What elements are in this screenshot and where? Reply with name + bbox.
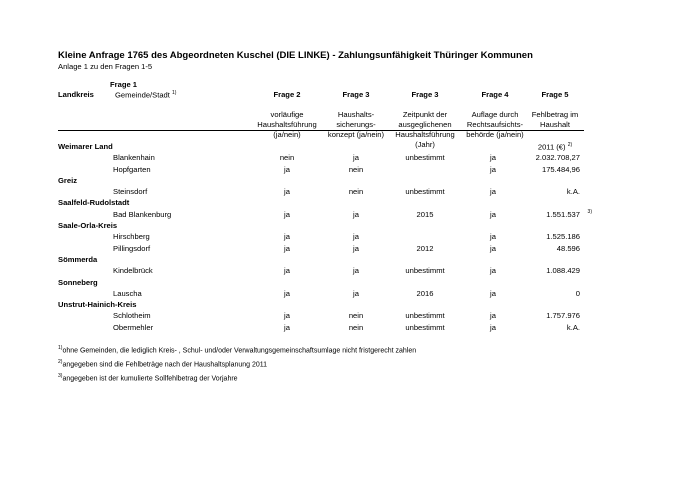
fehlbetrag-cell-value: k.A. [566, 322, 580, 332]
vorlaeufige-haushaltsfuehrung-cell-value: ja [284, 209, 290, 219]
haushaltssicherungskonzept-cell [334, 310, 378, 321]
footnote [58, 357, 416, 371]
haushaltssicherungskonzept-cell-value: ja [353, 153, 359, 163]
gemeinde-row [0, 231, 700, 242]
vorlaeufige-haushaltsfuehrung-cell-value: ja [284, 266, 290, 276]
gemeinde-row [0, 322, 700, 333]
zeitpunkt-ausgleich-cell-value: unbestimmt [405, 266, 445, 276]
vorlaeufige-haushaltsfuehrung-cell [262, 243, 312, 254]
haushaltssicherungskonzept-cell-value: ja [353, 266, 359, 276]
vorlaeufige-haushaltsfuehrung-cell [262, 164, 312, 175]
haushaltssicherungskonzept-cell-value: nein [348, 322, 364, 332]
header-frage3-label: Frage 3 [342, 90, 370, 99]
gemeinde-row [0, 209, 700, 220]
landkreis-name: Saale-Orla-Kreis [58, 221, 118, 231]
header-frage4-text: Auflage durch Rechtsaufsichts- behörde (ja/nein) [466, 110, 524, 139]
gemeinde-row [0, 152, 700, 163]
header-frage4-label: Frage 4 [481, 90, 509, 99]
gemeinde-name [113, 152, 155, 163]
fehlbetrag-cell [510, 310, 580, 321]
gemeinde-name-value: Steinsdorf [113, 187, 148, 197]
fehlbetrag-cell-value: 175.484,96 [541, 164, 580, 174]
haushaltssicherungskonzept-cell [334, 164, 378, 175]
header-gemeinde-footnote-mark: 1) [172, 90, 177, 96]
gemeinde-row [0, 164, 700, 175]
vorlaeufige-haushaltsfuehrung-cell-value: ja [284, 243, 290, 253]
zeitpunkt-ausgleich-cell [395, 152, 455, 163]
header-frage5-footnote-mark: 2) [567, 142, 573, 148]
auflage-rechtsaufsicht-cell-value: ja [490, 311, 496, 321]
document-title: Kleine Anfrage 1765 des Abgeordneten Kuschel (DIE LINKE) - Zahlungsunfähigkeit Thüringer Kommunen [58, 50, 533, 61]
gemeinde-name [113, 243, 150, 254]
fehlbetrag-cell [510, 164, 580, 175]
landkreis-row [0, 175, 700, 186]
gemeinde-name-value: Kindelbrück [113, 266, 153, 276]
gemeinde-row [0, 186, 700, 197]
zeitpunkt-ausgleich-cell-value: unbestimmt [405, 153, 445, 163]
auflage-rechtsaufsicht-cell-value: ja [490, 232, 496, 242]
header-frage5-label: Frage 5 [541, 90, 569, 99]
haushaltssicherungskonzept-cell-value: ja [353, 209, 359, 219]
vorlaeufige-haushaltsfuehrung-cell [262, 209, 312, 220]
haushaltssicherungskonzept-cell [334, 288, 378, 299]
landkreis-name: Sömmerda [58, 254, 98, 264]
document-subtitle: Anlage 1 zu den Fragen 1-5 [58, 62, 153, 71]
header-frage3 [316, 80, 396, 150]
fehlbetrag-cell-value: 1.525.186 [546, 232, 580, 242]
haushaltssicherungskonzept-cell [334, 152, 378, 163]
gemeinde-name-value: Lauscha [113, 288, 142, 298]
header-frage2-label: Frage 2 [273, 90, 301, 99]
vorlaeufige-haushaltsfuehrung-cell-value: ja [284, 187, 290, 197]
landkreis-name: Sonneberg [58, 277, 98, 287]
landkreis-name: Greiz [58, 175, 77, 185]
header-frage3-text: Haushalts- sicherungs- konzept (ja/nein) [327, 110, 385, 139]
auflage-rechtsaufsicht-cell-value: ja [490, 288, 496, 298]
haushaltssicherungskonzept-cell [334, 231, 378, 242]
landkreis-row [0, 254, 700, 265]
fehlbetrag-cell-value: 48.596 [556, 243, 580, 253]
header-rule [58, 130, 584, 131]
zeitpunkt-ausgleich-cell-value: unbestimmt [405, 311, 445, 321]
gemeinde-name-value: Hirschberg [113, 232, 150, 242]
landkreis-row [0, 197, 700, 208]
header-landkreis: Landkreis [58, 90, 94, 99]
footnote-mark: 1) [58, 345, 63, 351]
vorlaeufige-haushaltsfuehrung-cell [262, 322, 312, 333]
auflage-rechtsaufsicht-cell-value: ja [490, 266, 496, 276]
gemeinde-row [0, 310, 700, 321]
vorlaeufige-haushaltsfuehrung-cell [262, 186, 312, 197]
gemeinde-name [113, 164, 151, 175]
vorlaeufige-haushaltsfuehrung-cell-value: nein [279, 153, 295, 163]
haushaltssicherungskonzept-cell-value: ja [353, 288, 359, 298]
header-frage5-text: Fehlbetrag im Haushalt [531, 110, 579, 129]
vorlaeufige-haushaltsfuehrung-cell [262, 288, 312, 299]
fehlbetrag-footnote-mark: 3) [587, 208, 592, 215]
gemeinde-name [113, 209, 171, 220]
header-frage5-unit: 2011 (€) [537, 142, 566, 152]
gemeinde-name [113, 265, 153, 276]
zeitpunkt-ausgleich-cell-value: 2016 [416, 288, 434, 298]
zeitpunkt-ausgleich-cell-value: 2015 [416, 209, 434, 219]
fehlbetrag-cell [510, 288, 580, 299]
fehlbetrag-cell [510, 186, 580, 197]
header-frage3b-label: Frage 3 [411, 90, 439, 99]
data-table [0, 141, 700, 333]
fehlbetrag-cell [510, 208, 592, 220]
fehlbetrag-cell-value: k.A. [566, 187, 580, 197]
fehlbetrag-cell-value: 2.032.708,27 [535, 153, 580, 163]
vorlaeufige-haushaltsfuehrung-cell-value: ja [284, 288, 290, 298]
gemeinde-row [0, 243, 700, 254]
gemeinde-name-value: Obermehler [113, 322, 154, 332]
gemeinde-name [113, 231, 150, 242]
gemeinde-name-value: Pillingsdorf [113, 243, 151, 253]
haushaltssicherungskonzept-cell-value: nein [348, 164, 364, 174]
header-frage1: Frage 1 [110, 80, 138, 89]
auflage-rechtsaufsicht-cell-value: ja [490, 322, 496, 332]
gemeinde-name-value: Schlotheim [113, 311, 151, 321]
gemeinde-name [113, 288, 142, 299]
vorlaeufige-haushaltsfuehrung-cell [262, 152, 312, 163]
fehlbetrag-cell [510, 322, 580, 333]
landkreis-name: Saalfeld-Rudolstadt [58, 198, 130, 208]
gemeinde-name-value: Bad Blankenburg [113, 209, 172, 219]
gemeinde-name [113, 310, 151, 321]
fehlbetrag-cell [510, 231, 580, 242]
footnote-mark: 3) [58, 372, 63, 379]
landkreis-row [0, 299, 700, 310]
zeitpunkt-ausgleich-cell [395, 265, 455, 276]
fehlbetrag-cell-value: 1.757.976 [546, 311, 580, 321]
footnote-text: ohne Gemeinden, die lediglich Kreis- , Schul- und/oder Verwaltungsgemeinschaftsumlage nicht fristgerecht zahlen [62, 347, 417, 355]
zeitpunkt-ausgleich-cell [395, 209, 455, 220]
landkreis-row [0, 141, 700, 152]
footnote-mark: 2) [58, 358, 63, 365]
auflage-rechtsaufsicht-cell-value: ja [490, 153, 496, 163]
fehlbetrag-cell [510, 265, 580, 276]
zeitpunkt-ausgleich-cell-value: 2012 [416, 243, 434, 253]
fehlbetrag-cell-value: 1.088.429 [546, 266, 580, 276]
landkreis-row [0, 277, 700, 288]
zeitpunkt-ausgleich-cell-value: unbestimmt [405, 322, 445, 332]
auflage-rechtsaufsicht-cell-value: ja [490, 209, 496, 219]
haushaltssicherungskonzept-cell-value: ja [353, 243, 359, 253]
zeitpunkt-ausgleich-cell [395, 310, 455, 321]
fehlbetrag-cell [510, 243, 580, 254]
haushaltssicherungskonzept-cell [334, 186, 378, 197]
landkreis-name: Weimarer Land [58, 142, 113, 151]
auflage-rechtsaufsicht-cell-value: ja [490, 187, 496, 197]
header-frage2 [247, 80, 327, 150]
vorlaeufige-haushaltsfuehrung-cell-value: ja [284, 311, 290, 321]
footnote-text: angegeben ist der kumulierte Sollfehlbetrag der Vorjahre [62, 374, 238, 382]
header-gemeinde [115, 90, 176, 100]
haushaltssicherungskonzept-cell [334, 209, 378, 220]
header-frage2-text: vorläufige Haushaltsführung (ja/nein) [257, 110, 317, 139]
gemeinde-row [0, 265, 700, 276]
vorlaeufige-haushaltsfuehrung-cell [262, 265, 312, 276]
gemeinde-name-value: Blankenhain [113, 153, 155, 163]
vorlaeufige-haushaltsfuehrung-cell-value: ja [284, 164, 290, 174]
vorlaeufige-haushaltsfuehrung-cell-value: ja [284, 232, 290, 242]
zeitpunkt-ausgleich-cell [395, 186, 455, 197]
zeitpunkt-ausgleich-cell [395, 288, 455, 299]
zeitpunkt-ausgleich-cell-value: unbestimmt [405, 187, 445, 197]
landkreis-row [0, 220, 700, 231]
zeitpunkt-ausgleich-cell [395, 243, 455, 254]
footnotes [58, 343, 416, 384]
fehlbetrag-cell-value: 0 [575, 288, 580, 298]
fehlbetrag-cell-value: 1.551.537 [546, 209, 580, 219]
haushaltssicherungskonzept-cell [334, 322, 378, 333]
footnote-text: angegeben sind die Fehlbeträge nach der Haushaltsplanung 2011 [62, 361, 268, 369]
header-gemeinde-label: Gemeinde/Stadt [115, 90, 170, 100]
auflage-rechtsaufsicht-cell-value: ja [490, 243, 496, 253]
haushaltssicherungskonzept-cell-value: ja [353, 232, 359, 242]
footnote [58, 371, 416, 385]
gemeinde-name [113, 186, 147, 197]
haushaltssicherungskonzept-cell [334, 265, 378, 276]
gemeinde-row [0, 288, 700, 299]
header-frage3b-text: Zeitpunkt der ausgeglichenen Haushaltsführung (Jahr) [395, 110, 455, 149]
haushaltssicherungskonzept-cell-value: nein [348, 311, 364, 321]
footnote [58, 343, 416, 357]
vorlaeufige-haushaltsfuehrung-cell-value: ja [284, 322, 290, 332]
gemeinde-name [113, 322, 153, 333]
landkreis-name: Unstrut-Hainich-Kreis [58, 300, 137, 310]
haushaltssicherungskonzept-cell [334, 243, 378, 254]
haushaltssicherungskonzept-cell-value: nein [348, 187, 364, 197]
zeitpunkt-ausgleich-cell [395, 322, 455, 333]
fehlbetrag-cell [510, 152, 580, 163]
auflage-rechtsaufsicht-cell-value: ja [490, 164, 496, 174]
vorlaeufige-haushaltsfuehrung-cell [262, 231, 312, 242]
gemeinde-name-value: Hopfgarten [113, 164, 151, 174]
vorlaeufige-haushaltsfuehrung-cell [262, 310, 312, 321]
